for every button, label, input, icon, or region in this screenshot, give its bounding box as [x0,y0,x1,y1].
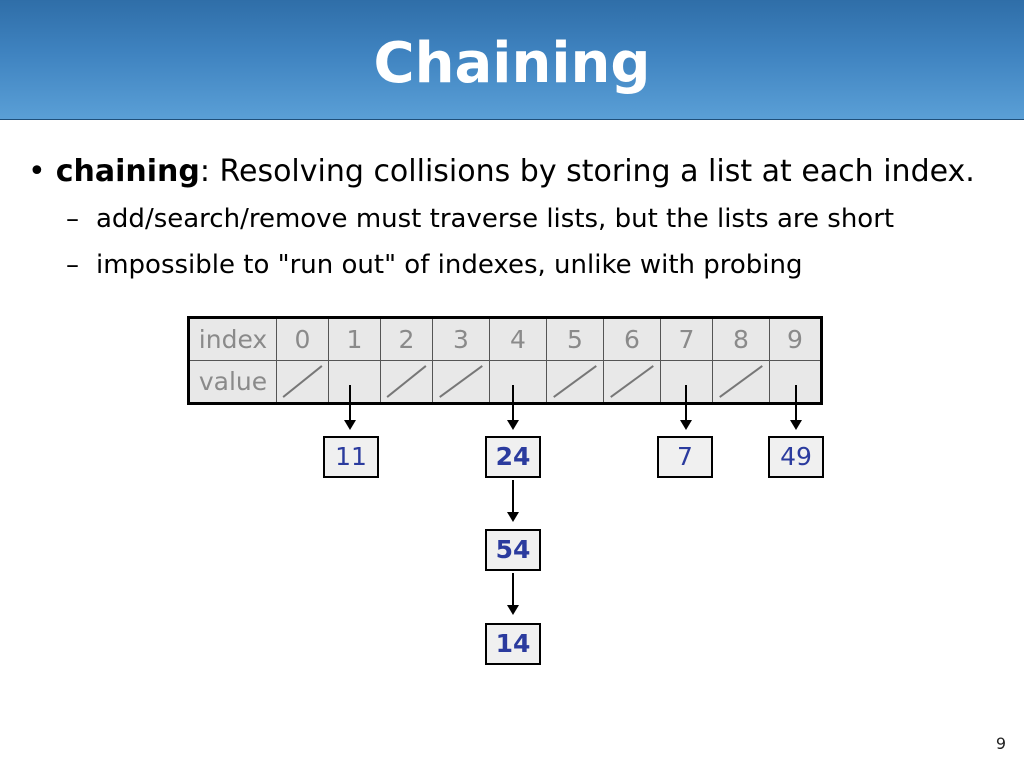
dash-icon: – [66,250,79,280]
arrowhead-icon [507,512,519,522]
arrowhead-icon [680,420,692,430]
bullet-term: chaining [55,154,200,189]
chain-node-bucket-7: 7 [657,436,713,478]
index-cell-8: 8 [713,318,770,361]
arrowhead-icon [344,420,356,430]
index-cell-2: 2 [381,318,433,361]
arrow-bucket-4 [507,385,519,430]
index-cell-5: 5 [547,318,604,361]
index-cell-0: 0 [277,318,329,361]
bullet-dot-icon: • [28,154,46,189]
arrowhead-icon [790,420,802,430]
arrow-24-to-54 [507,480,519,522]
index-header: index [189,318,277,361]
sub-bullet-text: impossible to "run out" of indexes, unlike with probing [96,250,803,280]
chain-node-bucket-1: 11 [323,436,379,478]
arrow-54-to-14 [507,573,519,615]
index-cell-1: 1 [329,318,381,361]
index-cell-3: 3 [433,318,490,361]
chain-node-bucket-4-first: 24 [485,436,541,478]
value-header: value [189,361,277,404]
slide-title: Chaining [373,31,651,96]
index-cell-9: 9 [770,318,822,361]
arrowhead-icon [507,605,519,615]
sub-bullet-text: add/search/remove must traverse lists, but the lists are short [96,204,895,234]
bullet-text: : Resolving collisions by storing a list at each index. [199,154,975,189]
arrowhead-icon [507,420,519,430]
page-number: 9 [995,734,1006,753]
chain-node-bucket-4-second: 54 [485,529,541,571]
chain-node-bucket-9: 49 [768,436,824,478]
index-cell-6: 6 [604,318,661,361]
arrow-bucket-9 [790,385,802,430]
dash-icon: – [66,204,79,234]
arrow-bucket-1 [344,385,356,430]
arrow-bucket-7 [680,385,692,430]
chain-node-bucket-4-third: 14 [485,623,541,665]
index-cell-4: 4 [490,318,547,361]
index-cell-7: 7 [661,318,713,361]
